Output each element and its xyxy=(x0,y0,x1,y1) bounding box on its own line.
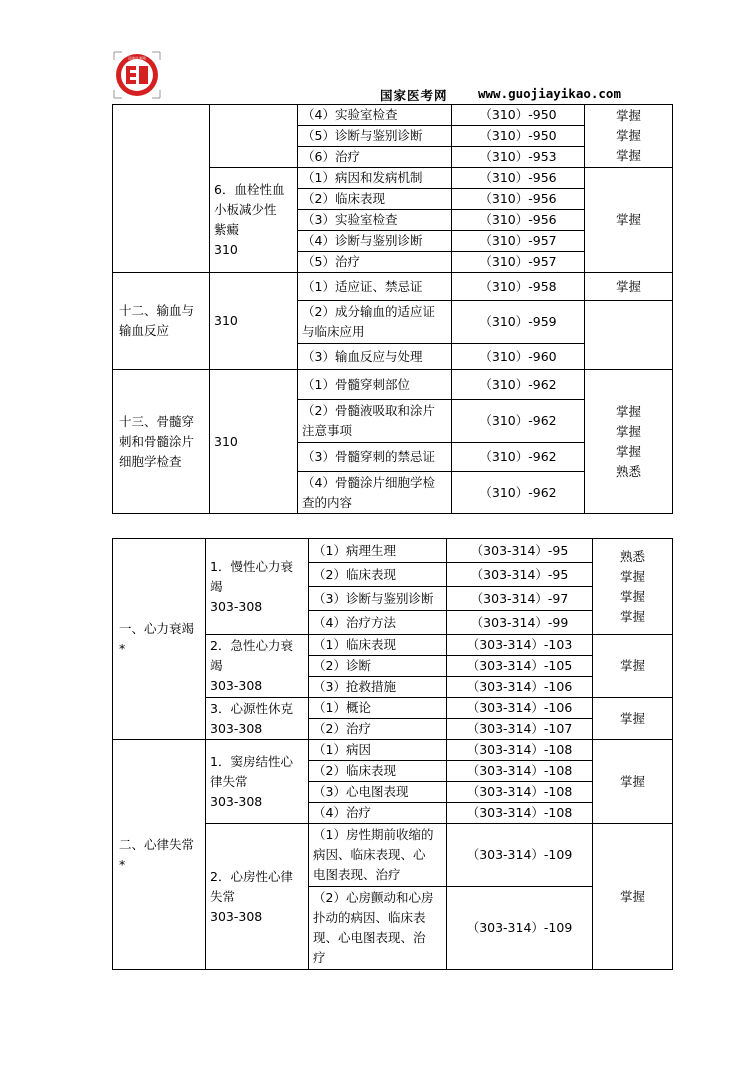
subsection-line: 竭 xyxy=(210,578,223,594)
item-cell: （3）心电图表现 xyxy=(309,782,447,803)
subsection-line: 失常 xyxy=(210,888,236,904)
item-cell: （2）治疗 xyxy=(309,719,447,740)
header-url[interactable]: www.guojiayikao.com xyxy=(478,86,621,101)
table-row xyxy=(113,105,673,126)
level-cell: 掌握 xyxy=(593,824,673,970)
item-cell: （5）治疗 xyxy=(298,252,452,273)
item-cell xyxy=(309,824,447,887)
code-cell: （310）-958 xyxy=(452,273,585,301)
subsection-cell xyxy=(206,539,309,635)
subsection-line: 303-308 xyxy=(210,678,263,693)
level-text: 掌握 xyxy=(615,148,641,163)
item-cell: （3）骨髓穿刺的禁忌证 xyxy=(298,443,452,472)
subsection-line: 303-308 xyxy=(210,793,263,809)
code-cell: （310）-957 xyxy=(452,252,585,273)
code-cell: （310）-950 xyxy=(452,126,585,147)
level-cell: 掌握 xyxy=(585,168,673,273)
level-text: 掌握 xyxy=(619,568,645,584)
section-cell xyxy=(113,273,210,370)
subsection-line: 303-308 xyxy=(210,908,263,924)
code-cell: （303-314）-106 xyxy=(447,698,593,719)
code-cell: （310）-950 xyxy=(452,105,585,126)
subsection-cell: 310 xyxy=(210,370,298,514)
section-line: 十三、骨髓穿 xyxy=(119,413,195,429)
level-text: 掌握 xyxy=(615,423,641,439)
subsection-line: 3．心源性休克 xyxy=(210,700,293,716)
code-cell: （303-314）-109 xyxy=(447,824,593,887)
code-cell: （303-314）-95 xyxy=(447,539,593,563)
section-line: * xyxy=(119,856,126,872)
table-row xyxy=(113,740,673,761)
item-cell: （1）临床表现 xyxy=(309,635,447,656)
subsection-line: 紫癜 xyxy=(214,222,240,237)
item-cell: （3）诊断与鉴别诊断 xyxy=(309,587,447,611)
item-line: 电图表现、治疗 xyxy=(313,867,401,882)
subsection-line: 2．急性心力衰 xyxy=(210,638,293,653)
table-row xyxy=(113,273,673,301)
code-cell: （303-314）-107 xyxy=(447,719,593,740)
code-cell: （303-314）-108 xyxy=(447,782,593,803)
level-cell: 掌握 xyxy=(593,698,673,740)
subsection-line: 律失常 xyxy=(210,773,248,789)
item-line: 与临床应用 xyxy=(302,324,365,339)
subsection-line: 303-308 xyxy=(210,720,263,736)
item-line: 疗 xyxy=(313,950,326,965)
code-cell: （303-314）-99 xyxy=(447,611,593,635)
subsection-line: 小板减少性 xyxy=(214,202,277,217)
item-cell: （6）治疗 xyxy=(298,147,452,168)
code-cell: （310）-957 xyxy=(452,231,585,252)
item-cell: （1）病因和发病机制 xyxy=(298,168,452,189)
code-cell: （303-314）-106 xyxy=(447,677,593,698)
code-cell: （310）-956 xyxy=(452,168,585,189)
level-text: 熟悉 xyxy=(619,548,645,564)
section-line: * xyxy=(119,641,126,656)
code-cell: （303-314）-103 xyxy=(447,635,593,656)
code-cell: （310）-962 xyxy=(452,472,585,514)
item-cell: （2）诊断 xyxy=(309,656,447,677)
code-cell: （303-314）-95 xyxy=(447,563,593,587)
subsection-cell xyxy=(206,698,309,740)
level-text: 熟悉 xyxy=(615,463,641,479)
code-cell: （303-314）-109 xyxy=(447,887,593,970)
item-line: 查的内容 xyxy=(302,494,353,510)
subsection-line: 6．血栓性血 xyxy=(214,182,285,197)
section-line: 输血反应 xyxy=(119,323,170,338)
item-cell: （5）诊断与鉴别诊断 xyxy=(298,126,452,147)
table-row xyxy=(113,539,673,563)
item-cell: （1）骨髓穿刺部位 xyxy=(298,370,452,400)
item-line: 扑动的病因、临床表 xyxy=(313,910,426,925)
item-line: （2）成分输血的适应证 xyxy=(302,304,435,319)
code-cell: （310）-962 xyxy=(452,370,585,400)
section-line: 二、心律失常 xyxy=(119,836,195,852)
level-text: 掌握 xyxy=(615,128,641,143)
level-cell xyxy=(585,105,673,168)
level-cell xyxy=(593,539,673,635)
code-cell: （310）-956 xyxy=(452,210,585,231)
section-line: 一、心力衰竭 xyxy=(119,621,195,636)
subsection-line: 303-308 xyxy=(210,598,263,614)
code-cell: （303-314）-108 xyxy=(447,740,593,761)
item-line: 现、心电图表现、治 xyxy=(313,930,426,945)
item-cell: （4）诊断与鉴别诊断 xyxy=(298,231,452,252)
item-cell: （3）输血反应与处理 xyxy=(298,344,452,370)
subsection-line: 310 xyxy=(214,242,238,257)
logo xyxy=(112,50,162,100)
logo-text: 国家医考网 xyxy=(128,56,146,61)
subsection-cell xyxy=(210,105,298,168)
level-cell: 掌握 xyxy=(593,635,673,698)
item-cell: （3）实验室检查 xyxy=(298,210,452,231)
level-cell xyxy=(585,370,673,514)
item-cell xyxy=(298,472,452,514)
code-cell: （303-314）-108 xyxy=(447,803,593,824)
item-cell: （2）临床表现 xyxy=(309,563,447,587)
section-line: 刺和骨髓涂片 xyxy=(119,433,195,449)
item-cell: （1）概论 xyxy=(309,698,447,719)
item-cell xyxy=(298,301,452,344)
code-cell: （310）-962 xyxy=(452,443,585,472)
level-cell xyxy=(585,301,673,370)
subsection-cell xyxy=(206,740,309,824)
code-cell: （310）-956 xyxy=(452,189,585,210)
subsection-line: 1．窦房结性心 xyxy=(210,753,293,769)
syllabus-table-2 xyxy=(112,538,673,970)
section-cell xyxy=(113,105,210,273)
level-text: 掌握 xyxy=(619,588,645,604)
code-cell: （310）-953 xyxy=(452,147,585,168)
subsection-cell xyxy=(206,635,309,698)
item-line: （1）房性期前收缩的 xyxy=(313,827,434,842)
subsection-cell: 310 xyxy=(210,273,298,370)
item-cell: （4）治疗方法 xyxy=(309,611,447,635)
level-text: 掌握 xyxy=(619,608,645,624)
subsection-line: 竭 xyxy=(210,658,223,673)
code-cell: （310）-960 xyxy=(452,344,585,370)
section-line: 细胞学检查 xyxy=(119,453,182,469)
section-cell xyxy=(113,370,210,514)
code-cell: （310）-959 xyxy=(452,301,585,344)
item-cell: （1）适应证、禁忌证 xyxy=(298,273,452,301)
item-line: （2）骨髓液吸取和涂片 xyxy=(302,403,435,418)
item-cell: （1）病理生理 xyxy=(309,539,447,563)
subsection-line: 2．心房性心律 xyxy=(210,868,293,884)
item-cell: （1）病因 xyxy=(309,740,447,761)
section-line: 十二、输血与 xyxy=(119,303,195,318)
code-cell: （303-314）-108 xyxy=(447,761,593,782)
item-line: （4）骨髓涂片细胞学检 xyxy=(302,474,435,490)
level-cell: 掌握 xyxy=(593,740,673,824)
header-title: 国家医考网 xyxy=(380,88,448,103)
item-line: 注意事项 xyxy=(302,423,353,438)
item-line: 病因、临床表现、心 xyxy=(313,847,426,862)
section-cell xyxy=(113,740,206,970)
subsection-cell xyxy=(210,168,298,273)
code-cell: （310）-962 xyxy=(452,400,585,443)
section-cell xyxy=(113,539,206,740)
level-cell: 掌握 xyxy=(585,273,673,301)
item-cell xyxy=(298,400,452,443)
item-cell: （3）抢救措施 xyxy=(309,677,447,698)
subsection-line: 1．慢性心力衰 xyxy=(210,558,293,574)
code-cell: （303-314）-105 xyxy=(447,656,593,677)
item-cell: （2）临床表现 xyxy=(309,761,447,782)
level-text: 掌握 xyxy=(615,403,641,419)
item-cell: （4）实验室检查 xyxy=(298,105,452,126)
subsection-cell xyxy=(206,824,309,970)
item-line: （2）心房颤动和心房 xyxy=(313,890,434,905)
level-text: 掌握 xyxy=(615,108,641,123)
item-cell: （4）治疗 xyxy=(309,803,447,824)
level-text: 掌握 xyxy=(615,443,641,459)
table-row xyxy=(113,370,673,400)
syllabus-table-1 xyxy=(112,104,673,514)
code-cell: （303-314）-97 xyxy=(447,587,593,611)
item-cell xyxy=(309,887,447,970)
item-cell: （2）临床表现 xyxy=(298,189,452,210)
